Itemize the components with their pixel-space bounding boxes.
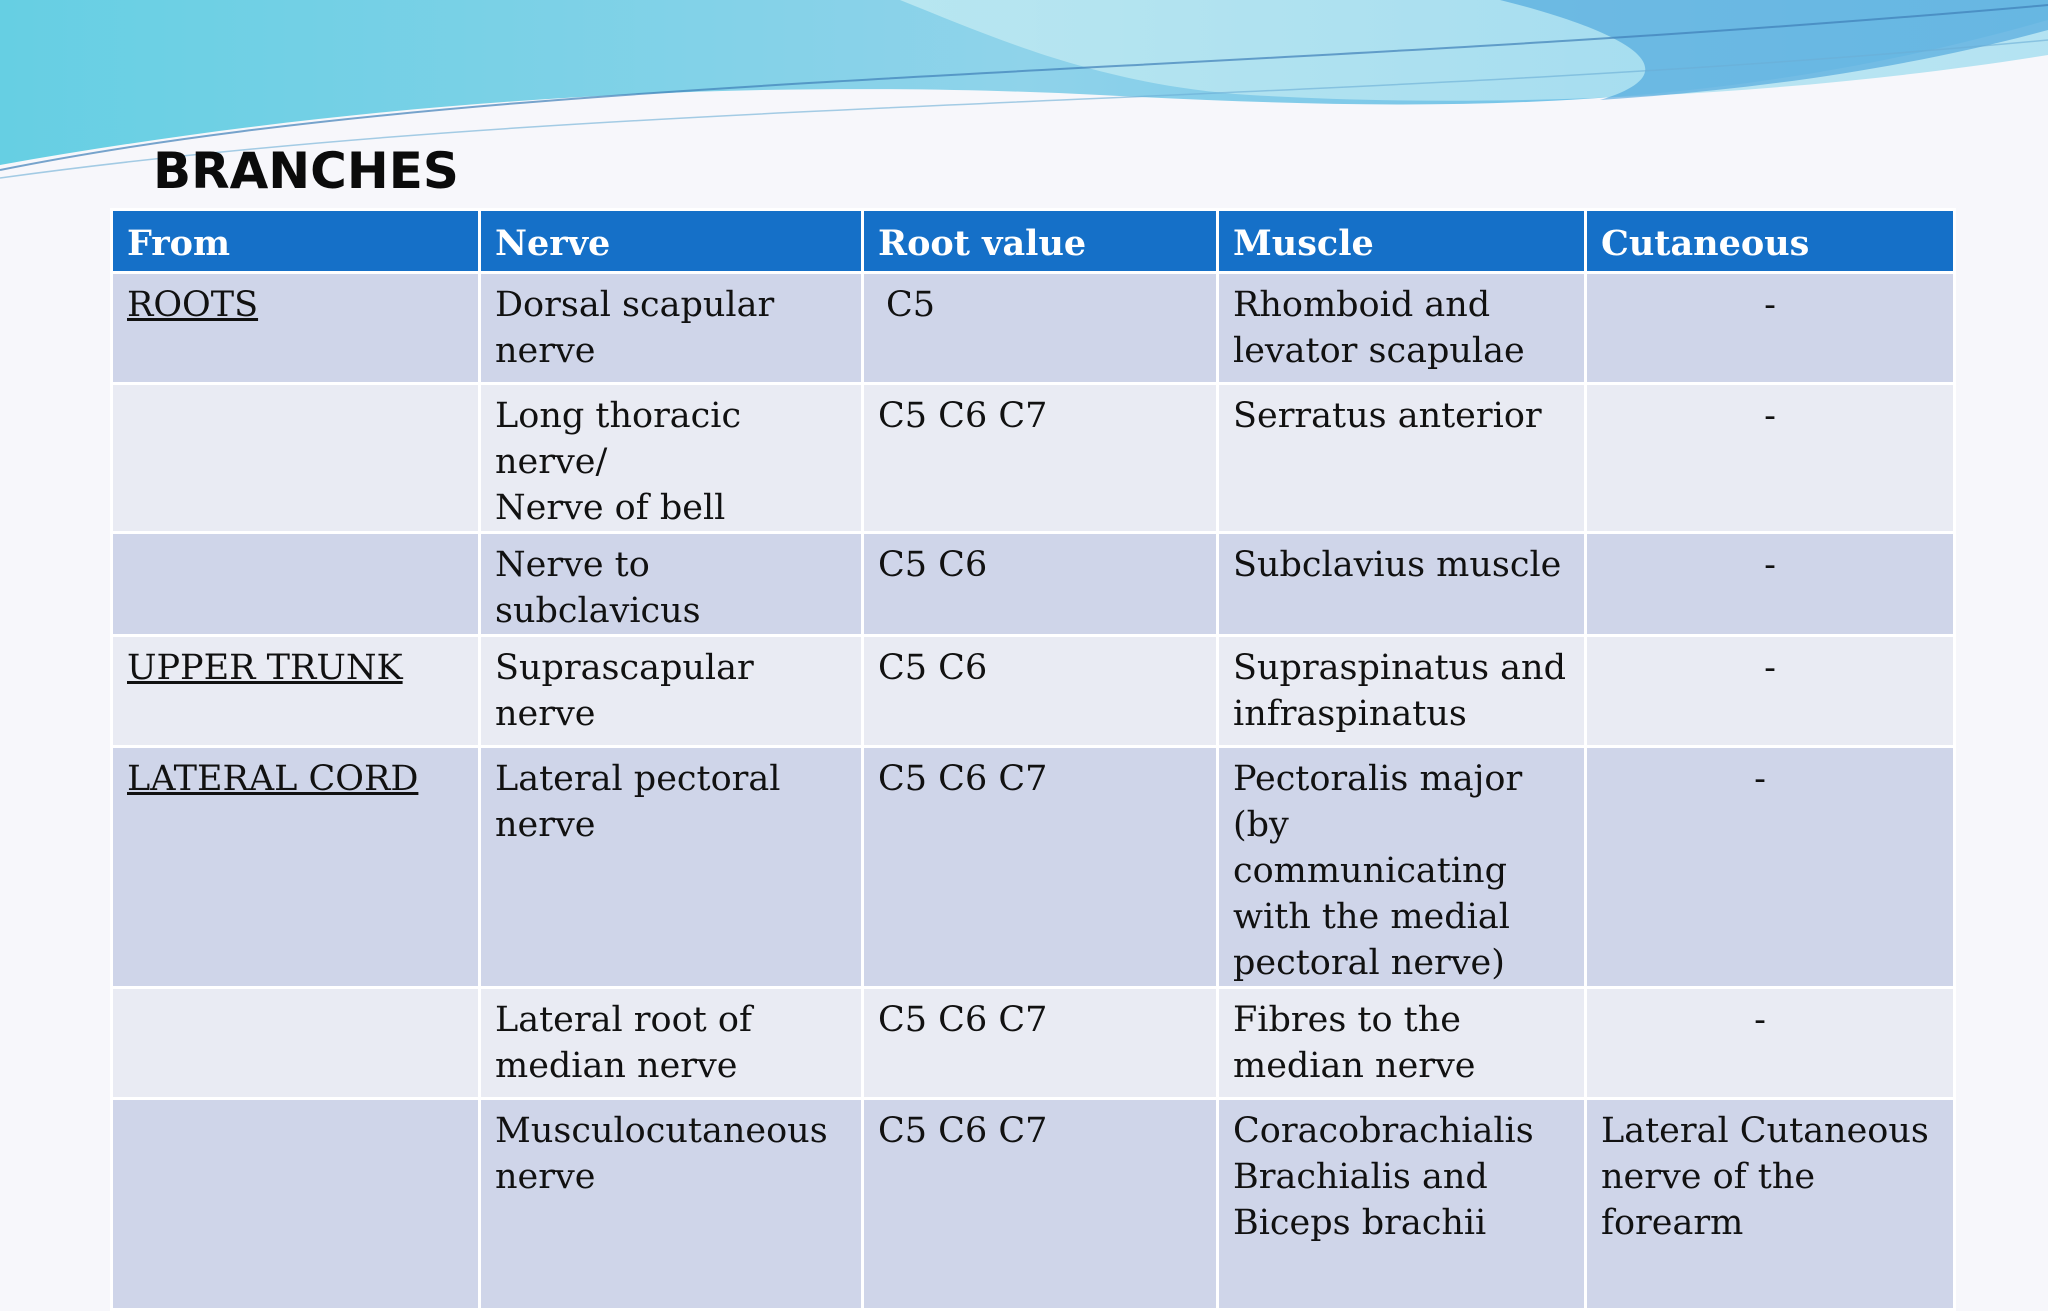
cell-nerve: Lateral root of median nerve	[480, 988, 863, 1099]
cell-from	[112, 747, 480, 988]
cell-cutaneous	[1586, 988, 1955, 1099]
cell-cutaneous	[1586, 747, 1955, 988]
cell-muscle: Serratus anterior	[1218, 384, 1586, 533]
header-root-value: Root value	[863, 210, 1218, 273]
cell-nerve: Dorsal scapular nerve	[480, 273, 863, 384]
cutaneous-value: -	[1764, 648, 1776, 688]
cell-from	[112, 1099, 480, 1310]
cell-from	[112, 636, 480, 747]
cell-from	[112, 384, 480, 533]
cell-nerve: Long thoracic nerve/ Nerve of bell	[480, 384, 863, 533]
cell-muscle: Coracobrachialis Brachialis and Biceps brachii	[1218, 1099, 1586, 1310]
cell-muscle: Rhomboid and levator scapulae	[1218, 273, 1586, 384]
table-row	[112, 1099, 1955, 1310]
table-row	[112, 273, 1955, 384]
cutaneous-value: -	[1764, 285, 1776, 325]
header-from: From	[112, 210, 480, 273]
cell-root-value: C5 C6 C7	[863, 1099, 1218, 1310]
cell-root-value: C5 C6	[863, 533, 1218, 636]
cell-nerve: Nerve to subclavicus	[480, 533, 863, 636]
table-row	[112, 384, 1955, 533]
header-cutaneous: Cutaneous	[1586, 210, 1955, 273]
branches-table	[110, 208, 1956, 1311]
cutaneous-value: -	[1764, 396, 1776, 436]
table-row	[112, 636, 1955, 747]
cell-nerve: Lateral pectoral nerve	[480, 747, 863, 988]
cell-nerve: Suprascapular nerve	[480, 636, 863, 747]
table-header-row	[112, 210, 1955, 273]
header-muscle: Muscle	[1218, 210, 1586, 273]
cell-muscle: Supraspinatus and infraspinatus	[1218, 636, 1586, 747]
from-link-roots[interactable]: ROOTS	[127, 285, 259, 325]
cell-muscle: Fibres to the median nerve	[1218, 988, 1586, 1099]
header-nerve: Nerve	[480, 210, 863, 273]
cutaneous-value: -	[1764, 545, 1776, 585]
cell-root-value: C5 C6 C7	[863, 988, 1218, 1099]
table-row	[112, 533, 1955, 636]
cell-cutaneous	[1586, 636, 1955, 747]
table-row	[112, 747, 1955, 988]
cell-from	[112, 533, 480, 636]
cell-nerve: Musculocutaneous nerve	[480, 1099, 863, 1310]
cell-muscle: Pectoralis major (by communicating with the medial pectoral nerve)	[1218, 747, 1586, 988]
cell-muscle: Subclavius muscle	[1218, 533, 1586, 636]
from-link-upper-trunk[interactable]: UPPER TRUNK	[127, 648, 403, 688]
cell-from	[112, 273, 480, 384]
cell-cutaneous	[1586, 273, 1955, 384]
slide-title: BRANCHES	[153, 142, 459, 200]
cell-cutaneous: Lateral Cutaneous nerve of the forearm	[1586, 1099, 1955, 1310]
cell-root-value: C5	[863, 273, 1218, 384]
cutaneous-value: -	[1754, 759, 1766, 799]
table-row	[112, 988, 1955, 1099]
cell-from	[112, 988, 480, 1099]
cell-cutaneous	[1586, 384, 1955, 533]
cell-root-value: C5 C6	[863, 636, 1218, 747]
cell-root-value: C5 C6 C7	[863, 384, 1218, 533]
cutaneous-value: -	[1754, 1000, 1766, 1040]
cell-root-value: C5 C6 C7	[863, 747, 1218, 988]
from-link-lateral-cord[interactable]: LATERAL CORD	[127, 759, 419, 799]
cell-cutaneous	[1586, 533, 1955, 636]
